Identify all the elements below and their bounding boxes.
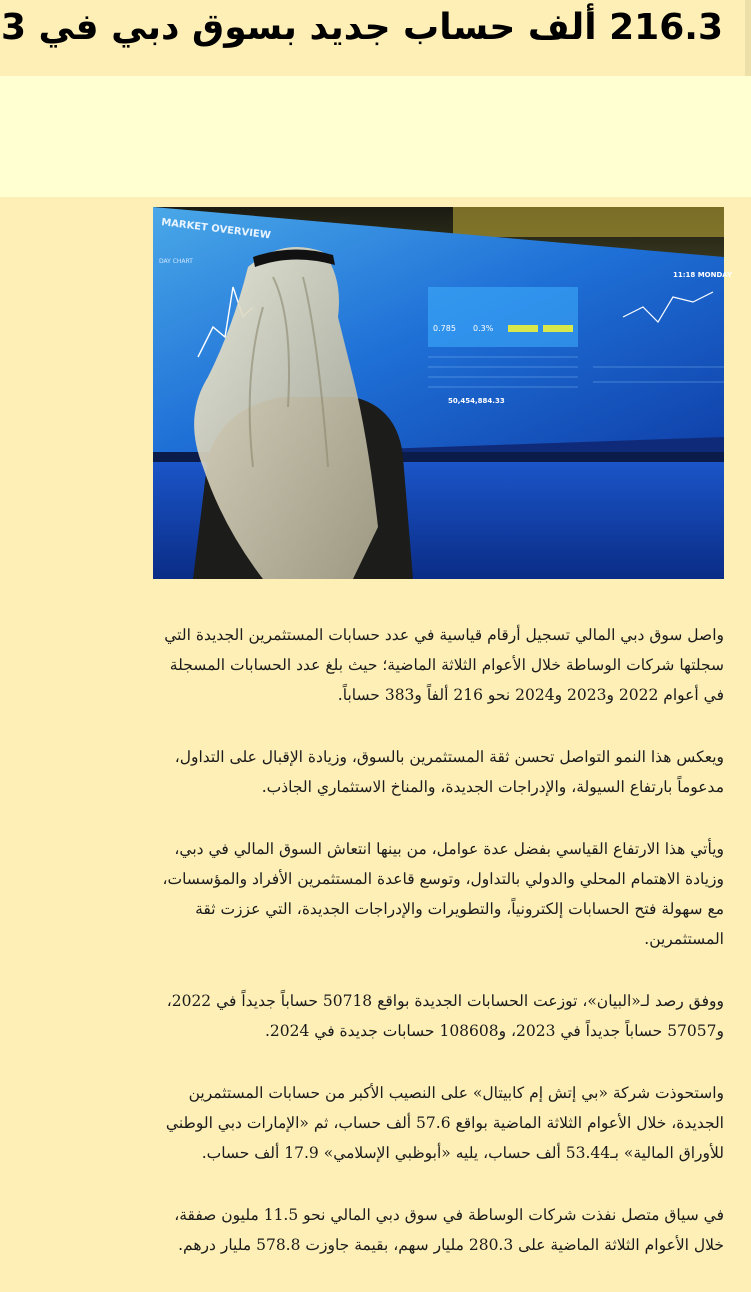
paragraph: واستحوذت شركة «بي إتش إم كابيتال» على النصيب الأكبر من حسابات المستثمرين الجديدة، خلال الأعوام الثلاثة الماضية بواقع 57.6 ألف حساب، ثم «الإمارات دبي الوطني للأوراق المالية» بـ53.44 ألف حساب، يليه «أبوظبي الإسلامي» 17.9 ألف حساب. <box>165 1084 724 1162</box>
screen-value-1: 0.785 <box>433 324 456 333</box>
article-headline: 216.3 ألف حساب جديد بسوق دبي في 3 <box>0 7 723 48</box>
paragraph: في سياق متصل نفذت شركات الوساطة في سوق دبي المالي نحو 11.5 مليون صفقة، خلال الأعوام الثلاثة الماضية على 280.3 مليار سهم، بقيمة جاوزت 578.8 مليار درهم. <box>174 1206 724 1254</box>
screen-title: MARKET OVERVIEW <box>160 217 272 242</box>
article-header <box>0 0 751 76</box>
article-body <box>150 620 724 1292</box>
article-photo <box>153 207 733 579</box>
market-screen-illustration <box>153 207 733 579</box>
screen-value-2: 0.3% <box>473 324 494 333</box>
paragraph: واصل سوق دبي المالي تسجيل أرقام قياسية في عدد حسابات المستثمرين الجديدة التي سجلتها شركات الوساطة خلال الأعوام الثلاثة الماضية؛ حيث بلغ عدد الحسابات المسجلة في أعوام 2022 و2023 و2024 نحو 216 ألفاً و383 حساباً. <box>164 626 724 704</box>
scroll-edge <box>745 0 751 76</box>
screen-clock: 11:18 MONDAY <box>673 271 733 279</box>
screen-big-figure: 50,454,884.33 <box>448 397 505 405</box>
paragraph: ويعكس هذا النمو التواصل تحسن ثقة المستثمرين بالسوق، وزيادة الإقبال على التداول، مدعوماً بارتفاع السيولة، والإدراجات الجديدة، والمناخ الاستثماري الجاذب. <box>174 748 724 796</box>
paragraph: ويأتي هذا الارتفاع القياسي بفضل عدة عوامل، من بينها انتعاش السوق المالي في دبي، وزيادة الاهتمام المحلي والدولي بالتداول، وتوسع قاعدة المستثمرين الأفراد والمؤسسات، مع سهولة فتح الحسابات إلكترونياً، والتطويرات والإدراجات الجديدة، التي عززت ثقة المستثمرين. <box>162 840 724 948</box>
paragraph: ووفق رصد لـ«البيان»، توزعت الحسابات الجديدة بواقع 50718 حساباً جديداً في 2022، و57057 حساباً جديداً في 2023، و108608 حسابات جديدة في 2024. <box>166 992 724 1040</box>
ad-banner-area <box>0 76 751 197</box>
screen-day-chart: DAY CHART <box>159 258 193 265</box>
